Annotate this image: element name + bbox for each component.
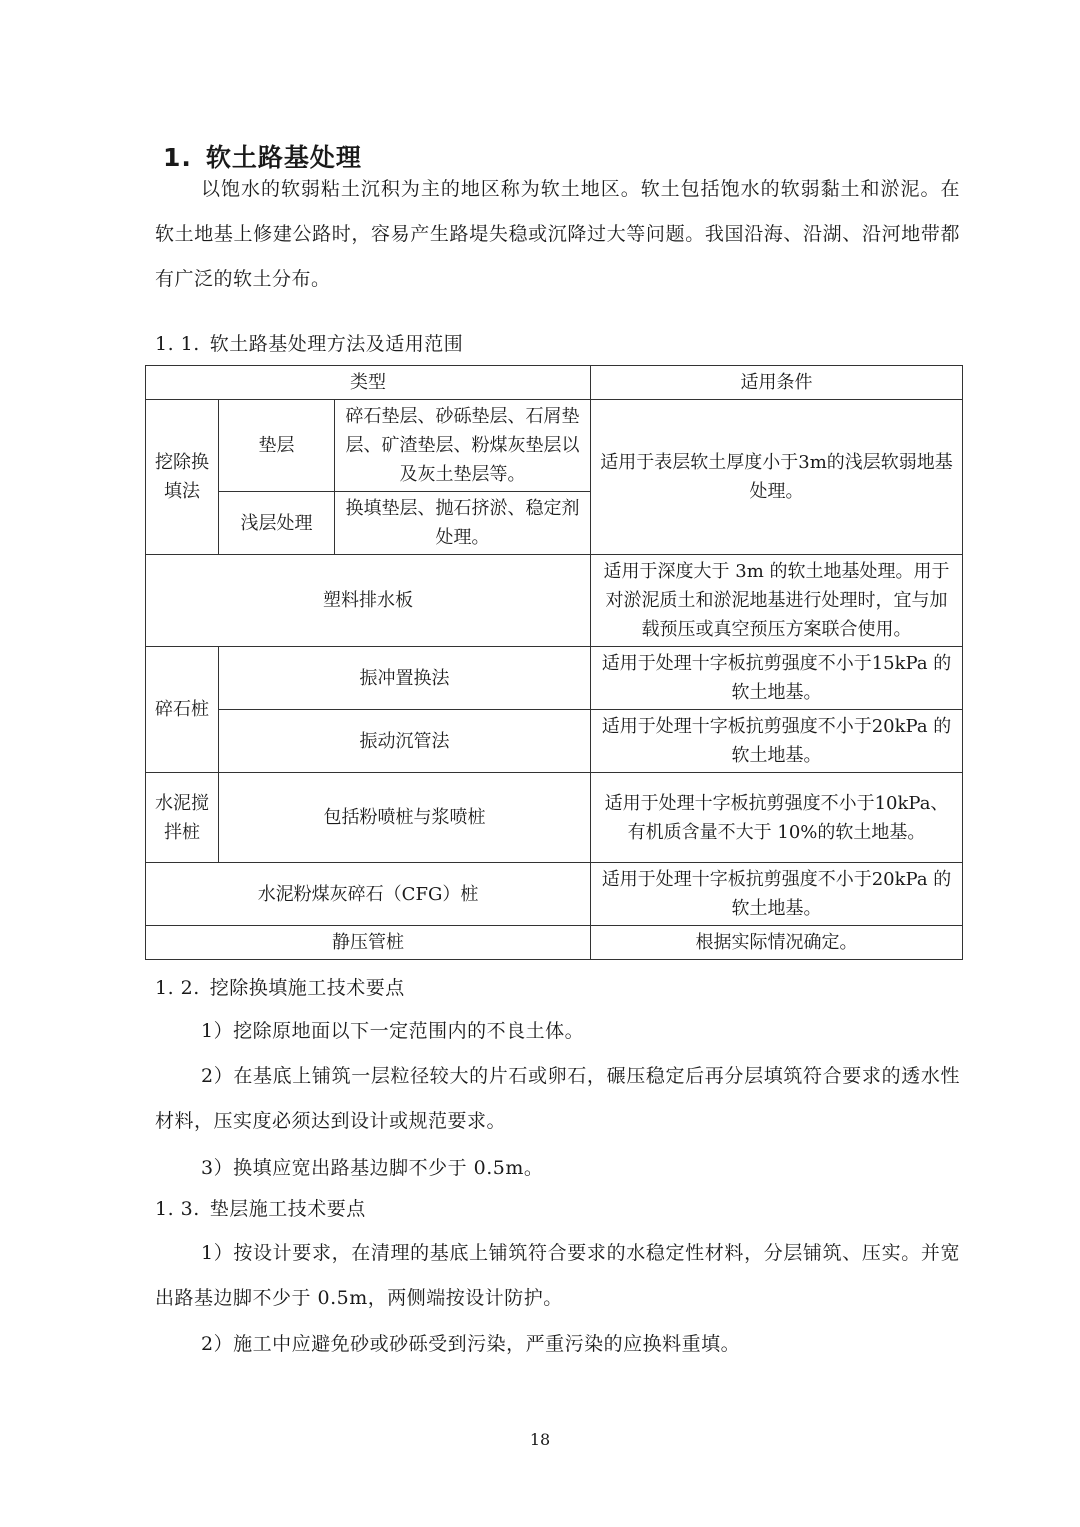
subsection-1-2-number: 1. 2.: [155, 977, 200, 999]
subsection-1-1-title: 软土路基处理方法及适用范围: [209, 333, 464, 355]
excavation-condition: 适用于表层软土厚度小于3m的浅层软弱地基处理。: [591, 400, 963, 555]
header-type: 类型: [146, 366, 591, 400]
gravel-method-2: 振动沉管法: [219, 710, 591, 773]
heading-title: 软土路基处理: [205, 143, 362, 172]
heading-number: 1.: [163, 143, 192, 172]
cfg-pile-condition: 适用于处理十字板抗剪强度不小于20kPa 的软土地基。: [591, 863, 963, 926]
gravel-condition-2: 适用于处理十字板抗剪强度不小于20kPa 的软土地基。: [591, 710, 963, 773]
list-item: 1）按设计要求，在清理的基底上铺筑符合要求的水稳定性材料，分层铺筑、压实。并宽出路基边脚不少于 0.5m，两侧端按设计防护。: [155, 1242, 960, 1309]
table-row: [146, 647, 963, 710]
subsection-1-1-heading: [155, 330, 463, 358]
drain-board-type: 塑料排水板: [146, 555, 591, 647]
table-row: [146, 926, 963, 960]
table-row: [146, 863, 963, 926]
cushion-type: 垫层: [219, 400, 335, 492]
list-item: 3）换填应宽出路基边脚不少于 0.5m。: [201, 1157, 544, 1179]
subsection-1-3-title: 垫层施工技术要点: [209, 1198, 366, 1220]
shallow-type: 浅层处理: [219, 492, 335, 555]
list-item: 2）施工中应避免砂或砂砾受到污染，严重污染的应换料重填。: [201, 1333, 741, 1355]
list-item: 1）挖除原地面以下一定范围内的不良土体。: [201, 1020, 585, 1042]
list-item: 2）在基底上铺筑一层粒径较大的片石或卵石，碾压稳定后再分层填筑符合要求的透水性材料，压实度必须达到设计或规范要求。: [155, 1065, 960, 1132]
table-header-row: [146, 366, 963, 400]
table-row: [146, 710, 963, 773]
gravel-condition-1: 适用于处理十字板抗剪强度不小于15kPa 的软土地基。: [591, 647, 963, 710]
table-row: [146, 773, 963, 863]
subsection-1-3-heading: [155, 1195, 366, 1223]
static-pile-type: 静压管桩: [146, 926, 591, 960]
cement-pile-method: 包括粉喷桩与浆喷桩: [219, 773, 591, 863]
table-row: [146, 400, 963, 492]
subsection-1-1-number: 1. 1.: [155, 333, 200, 355]
page-number: 18: [529, 1430, 551, 1449]
excavation-group: 挖除换填法: [146, 400, 219, 555]
header-condition: 适用条件: [591, 366, 963, 400]
subsection-1-2-heading: [155, 974, 405, 1002]
intro-paragraph: 以饱水的软弱粘土沉积为主的地区称为软土地区。软土包括饱水的软弱黏土和淤泥。在软土地基上修建公路时，容易产生路堤失稳或沉降过大等问题。我国沿海、沿湖、沿河地带都有广泛的软土分布。: [155, 178, 960, 290]
subsection-1-2-title: 挖除换填施工技术要点: [209, 977, 405, 999]
cushion-detail: 碎石垫层、砂砾垫层、石屑垫层、矿渣垫层、粉煤灰垫层以及灰土垫层等。: [335, 400, 591, 492]
static-pile-condition: 根据实际情况确定。: [591, 926, 963, 960]
cfg-pile-type: 水泥粉煤灰碎石（CFG）桩: [146, 863, 591, 926]
gravel-pile-group: 碎石桩: [146, 647, 219, 773]
shallow-detail: 换填垫层、抛石挤淤、稳定剂处理。: [335, 492, 591, 555]
table-row: [146, 555, 963, 647]
cement-pile-group: 水泥搅拌桩: [146, 773, 219, 863]
subsection-1-3-number: 1. 3.: [155, 1198, 200, 1220]
gravel-method-1: 振冲置换法: [219, 647, 591, 710]
drain-board-condition: 适用于深度大于 3m 的软土地基处理。用于对淤泥质土和淤泥地基进行处理时，宜与加载预压或真空预压方案联合使用。: [591, 555, 963, 647]
cement-pile-condition: 适用于处理十字板抗剪强度不小于10kPa、有机质含量不大于 10%的软土地基。: [591, 773, 963, 863]
methods-table: [145, 365, 963, 960]
